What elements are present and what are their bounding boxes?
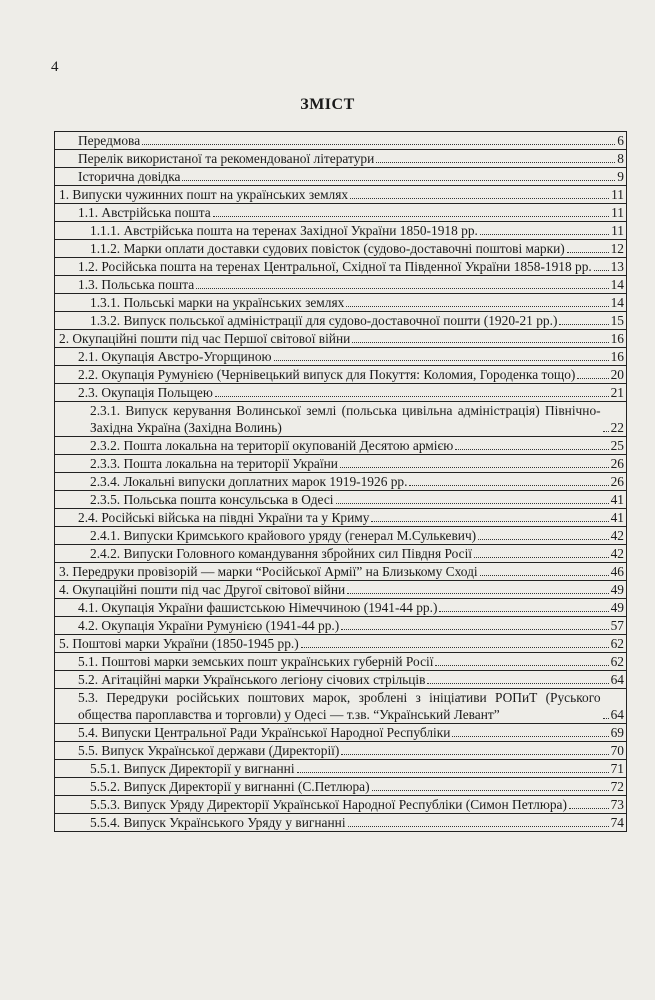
leader-dots (452, 736, 608, 737)
toc-page-number: 26 (610, 456, 624, 471)
leader-dots (297, 772, 609, 773)
toc-page-number: 22 (610, 420, 624, 435)
toc-entry (55, 563, 627, 581)
toc-entry-text: 1.1.2. Марки оплати доставки судових повісток (судово-доставочні поштові марки) (90, 241, 565, 256)
toc-entry-text: Історична довідка (78, 169, 181, 184)
toc-page-number: 9 (617, 169, 624, 184)
toc-page-number: 42 (610, 528, 624, 543)
toc-entry-text: 1.3.1. Польські марки на українських землях (90, 295, 345, 310)
toc-entry (55, 509, 627, 527)
toc-entry (55, 312, 627, 330)
toc-entry-text: 2.3.1. Випуск керування Волинської землі (польська цивільна адміністрація) Північно-Західна Україна (Західна Волинь) (90, 403, 601, 435)
toc-page-number: 49 (610, 600, 624, 615)
toc-page-number: 62 (610, 636, 624, 651)
toc-entry (55, 294, 627, 312)
leader-dots (439, 611, 608, 612)
leader-dots (427, 683, 608, 684)
toc-entry (55, 168, 627, 186)
leader-dots (348, 826, 609, 827)
leader-dots (577, 378, 608, 379)
toc-entry (55, 402, 627, 437)
toc-entry (55, 581, 627, 599)
toc-page-number: 74 (610, 815, 624, 830)
toc-entry-text: 2.3.5. Польська пошта консульська в Одесі (90, 492, 334, 507)
toc-entry-text: 5.5.3. Випуск Уряду Директорії Української Народної Республіки (Симон Петлюра) (90, 797, 567, 812)
toc-entry-text: 1. Випуски чужинних пошт на українських землях (59, 187, 349, 202)
toc-page-number: 72 (610, 779, 624, 794)
toc-entry (55, 240, 627, 258)
leader-dots (372, 790, 609, 791)
toc-entry (55, 760, 627, 778)
toc-entry (55, 545, 627, 563)
toc-entry-text: 5.5. Випуск Української держави (Директорії) (78, 743, 340, 758)
toc-entry-text: 2.4.2. Випуски Головного командування збройних сил Півдня Росії (90, 546, 473, 561)
leader-dots (567, 252, 609, 253)
toc-page-number: 11 (611, 223, 624, 238)
toc-entry-text: 2.1. Окупація Австро-Угорщиною (78, 349, 272, 364)
toc-page-number: 16 (610, 331, 624, 346)
toc-entry (55, 204, 627, 222)
toc-entry-text: 5.5.4. Випуск Українського Уряду у вигнанні (90, 815, 346, 830)
leader-dots (594, 270, 609, 271)
leader-dots (480, 234, 609, 235)
leader-dots (559, 324, 608, 325)
toc-entry (55, 473, 627, 491)
toc-page-number: 49 (610, 582, 624, 597)
toc-entry (55, 132, 627, 150)
toc-entry (55, 258, 627, 276)
toc-entry (55, 384, 627, 402)
leader-dots (336, 503, 609, 504)
toc-entry (55, 653, 627, 671)
toc-entry-text: 4.1. Окупація України фашистською Німеччиною (1941-44 рр.) (78, 600, 438, 615)
leader-dots (603, 431, 609, 432)
toc-entry (55, 671, 627, 689)
toc-entry (55, 330, 627, 348)
toc-page-number: 62 (610, 654, 624, 669)
leader-dots (371, 521, 608, 522)
toc-page-number: 46 (610, 564, 624, 579)
leader-dots (376, 162, 615, 163)
toc-entry (55, 222, 627, 240)
toc-page-number: 25 (610, 438, 624, 453)
toc-entry (55, 491, 627, 509)
toc-page-number: 64 (610, 672, 624, 687)
toc-entry (55, 186, 627, 204)
toc-page-number: 69 (610, 725, 624, 740)
toc-entry (55, 599, 627, 617)
toc-page-number: 14 (610, 295, 624, 310)
toc-entry-text: 5.5.2. Випуск Директорії у вигнанні (С.Петлюра) (90, 779, 370, 794)
toc-entry-text: 1.3. Польська пошта (78, 277, 195, 292)
toc-entry (55, 150, 627, 168)
toc-entry-text: 2.4.1. Випуски Кримського крайового уряду (генерал М.Сулькевич) (90, 528, 477, 543)
toc-page-number: 57 (610, 618, 624, 633)
toc-entry-text: 1.1.1. Австрійська пошта на теренах Західної України 1850-1918 рр. (90, 223, 478, 238)
toc-entry (55, 617, 627, 635)
toc-entry (55, 778, 627, 796)
leader-dots (480, 575, 609, 576)
leader-dots (341, 754, 608, 755)
leader-dots (346, 306, 608, 307)
toc-entry-text: 2.3. Окупація Польщею (78, 385, 213, 400)
toc-entry-text: 5.4. Випуски Центральної Ради Української Народної Республіки (78, 725, 451, 740)
toc-page-number: 41 (610, 492, 624, 507)
leader-dots (301, 647, 609, 648)
toc-page-number: 11 (611, 187, 624, 202)
toc-entry-text: 2.4. Російські війська на півдні України та у Криму (78, 510, 370, 525)
toc-entry (55, 796, 627, 814)
toc-entry (55, 455, 627, 473)
table-of-contents (54, 131, 627, 832)
leader-dots (474, 557, 609, 558)
toc-page-number: 20 (610, 367, 624, 382)
toc-entry-text: 1.2. Російська пошта на теренах Центральної, Східної та Південної України 1858-1918 рр. (78, 259, 592, 274)
leader-dots (215, 396, 609, 397)
page-title: ЗМІСТ (300, 96, 355, 113)
toc-entry-text: 1.3.2. Випуск польської адміністрації для судово-доставочної пошти (1920-21 рр.) (90, 313, 558, 328)
toc-entry-text: Передмова (78, 133, 141, 148)
leader-dots (455, 449, 608, 450)
toc-page-number: 73 (610, 797, 624, 812)
toc-entry (55, 814, 627, 832)
leader-dots (352, 342, 608, 343)
toc-entry (55, 742, 627, 760)
toc-entry (55, 276, 627, 294)
toc-page-number: 16 (610, 349, 624, 364)
toc-entry-text: 5.3. Передруки російських поштових марок, зроблені з ініціативи РОПиТ (Руського общества пароплавства и торговли) у Одесі — т.зв. “Український Левант” (78, 690, 601, 722)
toc-entry (55, 724, 627, 742)
page-number: 4 (51, 59, 59, 75)
leader-dots (213, 216, 609, 217)
leader-dots (341, 629, 608, 630)
toc-page-number: 12 (610, 241, 624, 256)
toc-entry (55, 348, 627, 366)
toc-entry (55, 437, 627, 455)
toc-page-number: 6 (617, 133, 624, 148)
toc-entry-text: 5.2. Агітаційні марки Українського легіону січових стрільців (78, 672, 426, 687)
leader-dots (274, 360, 609, 361)
leader-dots (409, 485, 608, 486)
toc-entry-text: 2.2. Окупація Румунією (Чернівецький випуск для Покуття: Коломия, Городенка тощо) (78, 367, 576, 382)
toc-entry-text: 5.1. Поштові марки земських пошт українських губерній Росії (78, 654, 434, 669)
leader-dots (142, 144, 615, 145)
toc-entry-text: 3. Передруки провізорій — марки “Російської Армії” на Близькому Сході (59, 564, 478, 579)
leader-dots (182, 180, 615, 181)
toc-page-number: 42 (610, 546, 624, 561)
toc-entry-text: 2.3.2. Пошта локальна на території окупованій Десятою армією (90, 438, 454, 453)
toc-entry-text: 2.3.4. Локальні випуски доплатних марок 1919-1926 рр. (90, 474, 408, 489)
leader-dots (478, 539, 608, 540)
toc-entry (55, 635, 627, 653)
toc-entry-text: 5.5.1. Випуск Директорії у вигнанні (90, 761, 295, 776)
toc-page-number: 8 (617, 151, 624, 166)
leader-dots (435, 665, 608, 666)
toc-page-number: 11 (611, 205, 624, 220)
leader-dots (603, 718, 609, 719)
toc-entry-text: 4.2. Окупація України Румунією (1941-44 рр.) (78, 618, 340, 633)
toc-entry (55, 366, 627, 384)
toc-entry-text: 2.3.3. Пошта локальна на території України (90, 456, 338, 471)
toc-entry-text: 2. Окупаційні пошти під час Першої світової війни (59, 331, 351, 346)
toc-page-number: 64 (610, 707, 624, 722)
leader-dots (350, 198, 609, 199)
leader-dots (196, 288, 608, 289)
leader-dots (340, 467, 609, 468)
toc-page-number: 13 (610, 259, 624, 274)
toc-page-number: 71 (610, 761, 624, 776)
toc-entry-text: 5. Поштові марки України (1850-1945 рр.) (59, 636, 299, 651)
toc-page-number: 70 (610, 743, 624, 758)
toc-entry-text: Перелік використаної та рекомендованої літератури (78, 151, 375, 166)
toc-entry (55, 527, 627, 545)
toc-page-number: 21 (610, 385, 624, 400)
leader-dots (569, 808, 609, 809)
toc-page-number: 26 (610, 474, 624, 489)
toc-page-number: 14 (610, 277, 624, 292)
toc-entry-text: 1.1. Австрійська пошта (78, 205, 211, 220)
leader-dots (347, 593, 608, 594)
toc-page-number: 41 (610, 510, 624, 525)
toc-entry-text: 4. Окупаційні пошти під час Другої світової війни (59, 582, 346, 597)
toc-page-number: 15 (610, 313, 624, 328)
toc-entry (55, 689, 627, 724)
